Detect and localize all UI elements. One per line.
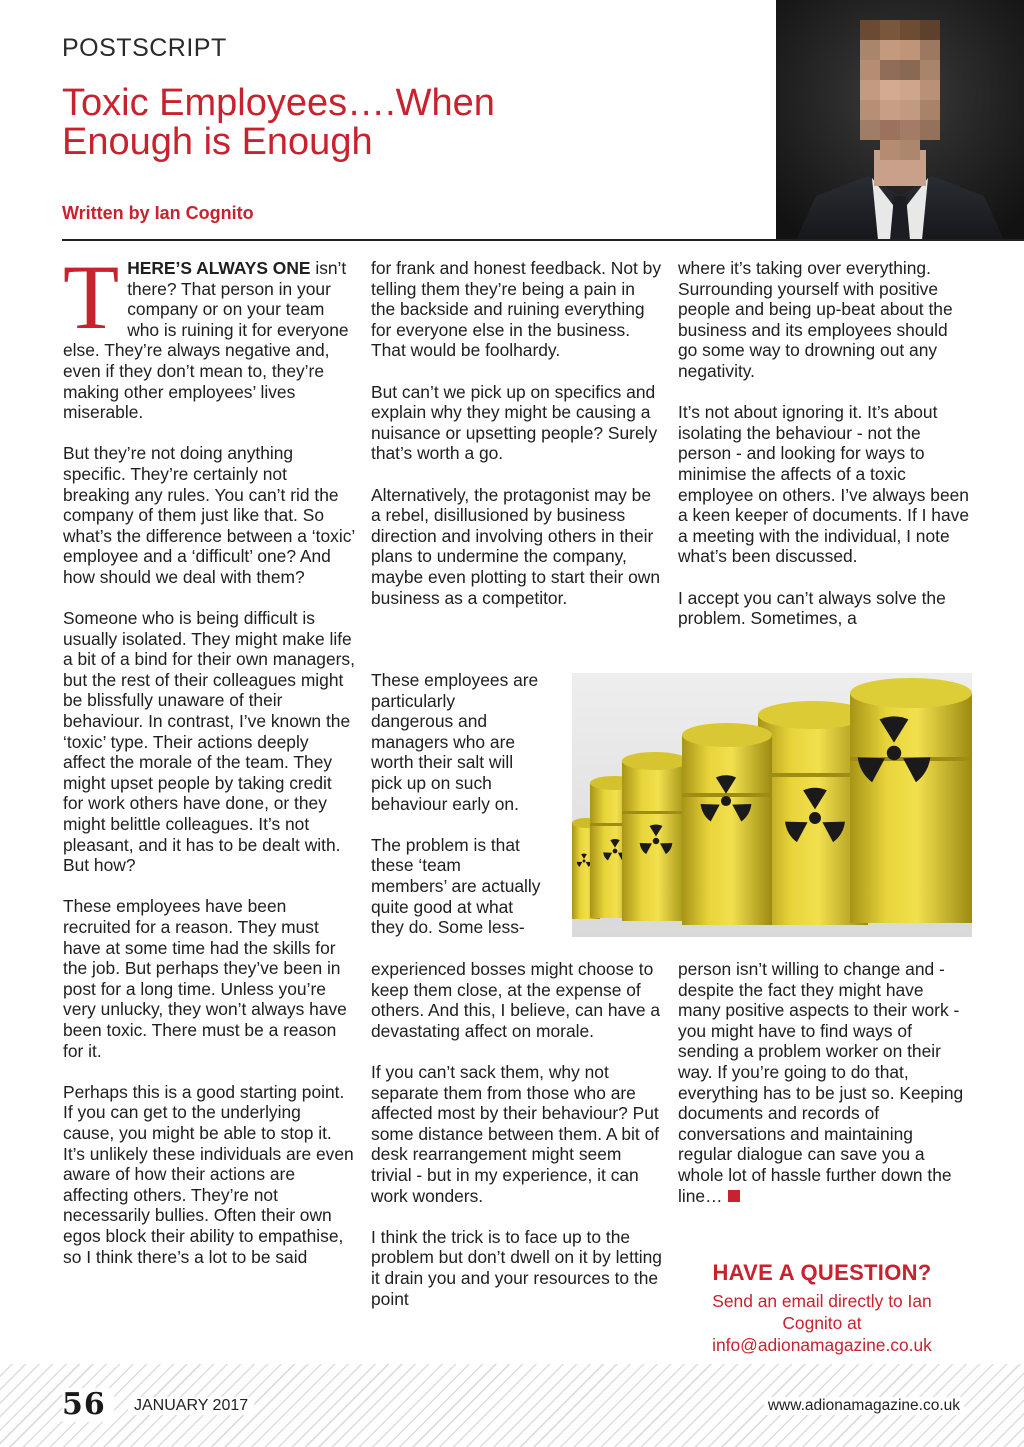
paragraph: If you can’t sack them, why not separate them from those who are affected most by their behaviour? Put some distance between them. A bit of desk rearrangement might seem trivial - but in my experience, it can work wonders. [371, 1061, 660, 1206]
callout-line: Send an email directly to Ian [712, 1291, 932, 1311]
article-column-1 [63, 246, 355, 1267]
callout-email-link[interactable]: info@adionamagazine.co.uk [712, 1335, 932, 1355]
callout-body [678, 1290, 966, 1356]
article-column-2-narrow [371, 670, 541, 938]
paragraph: I accept you can’t always solve the problem. Sometimes, a [678, 587, 946, 629]
page-number: 56 [62, 1388, 114, 1422]
end-of-article-mark [728, 1190, 740, 1202]
author-portrait-image [776, 0, 1024, 240]
paragraph: But can’t we pick up on specifics and explain why they might be causing a nuisance or upsetting people? Surely that’s worth a go. [371, 381, 658, 464]
callout-line: Cognito at [782, 1313, 862, 1333]
paragraph: These employees have been recruited for a reason. They must have at some time had the skills for the job. But perhaps they’ve been in post for a long time. Unless you’re very unlucky, they won’t always have been toxic. There must be a reason for it. [63, 896, 347, 1061]
paragraph: These employees are particularly dangerous and managers who are worth their salt will pick up on such behaviour early on. [371, 670, 539, 814]
article-title [62, 84, 762, 162]
paragraph: The problem is that these ‘team members’ are actually quite good at what they do. Some less- [371, 834, 541, 938]
paragraph: experienced bosses might choose to keep them close, at the expense of others. And this, I believe, can have a devastating affect on morale. [371, 959, 661, 1041]
article-title-line-2: Enough is Enough [62, 121, 373, 163]
paragraph [678, 959, 970, 1206]
paragraph: It’s not about ignoring it. It’s about isolating the behaviour - not the person - and looking for ways to minimise the affects of a toxic employee on others. I’ve always been a keen keeper of documents. If I have a meeting with the individual, I note what’s been discussed. [678, 402, 969, 567]
paragraph [63, 246, 355, 423]
paragraph: I think the trick is to face up to the problem but don’t dwell on it by letting it drain you and your resources to the point [371, 1226, 662, 1309]
paragraph: But they’re not doing anything specific. They’re certainly not breaking any rules. You can’t rid the company of them just like that. So what’s the difference between a ‘toxic’ employee and a ‘difficult’ one? And how should we deal with them? [63, 443, 355, 587]
lead-in: HERE’S ALWAYS ONE [127, 258, 311, 278]
article-column-3-bottom [678, 959, 970, 1206]
paragraph: where it’s taking over everything. Surrounding yourself with positive people and being up-beat about the business and its employees should go some way to drowning out any negativity. [678, 258, 953, 381]
question-callout [678, 1260, 966, 1356]
issue-date: JANUARY 2017 [128, 1397, 254, 1415]
header-rule [62, 239, 1024, 241]
paragraph: Someone who is being difficult is usually isolated. They might make life a bit of a bind for their own managers, but the rest of their colleagues might be blissfully unaware of their behaviour. In contrast, I’ve known the ‘toxic’ type. Their actions deeply affect the morale of the team. They might upset people by taking credit for work others have done, or they might belittle colleagues. It’s not pleasant, and it has to be dealt with. But how? [63, 608, 355, 876]
article-column-2-top [371, 258, 663, 608]
drop-cap: T [63, 246, 120, 348]
article-column-3-top [678, 258, 970, 629]
callout-heading: HAVE A QUESTION? [712, 1260, 932, 1285]
paragraph-text: isn’t there? That person in your company or on your team who is ruining it for everyone else. They’re always negative and, even if they don’t mean to, they’re making other employees’ lives miserable. [63, 258, 349, 423]
paragraph: for frank and honest feedback. Not by telling them they’re being a pain in the backside and ruining everything for everyone else in the business. That would be foolhardy. [371, 258, 662, 361]
section-label: POSTSCRIPT [62, 34, 227, 62]
paragraph: Alternatively, the protagonist may be a rebel, disillusioned by business direction and involving others in their plans to undermine the company, maybe even plotting to start their own business as a competitor. [371, 484, 661, 608]
radioactive-barrels-image [572, 673, 972, 937]
paragraph: Perhaps this is a good starting point. If you can get to the underlying cause, you might be able to stop it. It’s unlikely these individuals are even aware of how their actions are affecting others. They’re not necessarily bullies. Often their own egos block their ability to empathise, so I think there’s a lot to be said [63, 1081, 354, 1267]
website-url[interactable]: www.adionamagazine.co.uk [764, 1397, 964, 1415]
byline: Written by Ian Cognito [62, 203, 254, 223]
article-title-line-1: Toxic Employees….When [62, 82, 495, 124]
article-column-2-bottom [371, 959, 663, 1309]
paragraph-text: person isn’t willing to change and - despite the fact they might have many positive aspects to their work - you might have to find ways of sending a problem worker on their way. If you’re going to do that, everything has to be just so. Keeping documents and records of conversations and maintaining regular dialogue can save you a whole lot of hassle further down the line… [678, 959, 964, 1206]
